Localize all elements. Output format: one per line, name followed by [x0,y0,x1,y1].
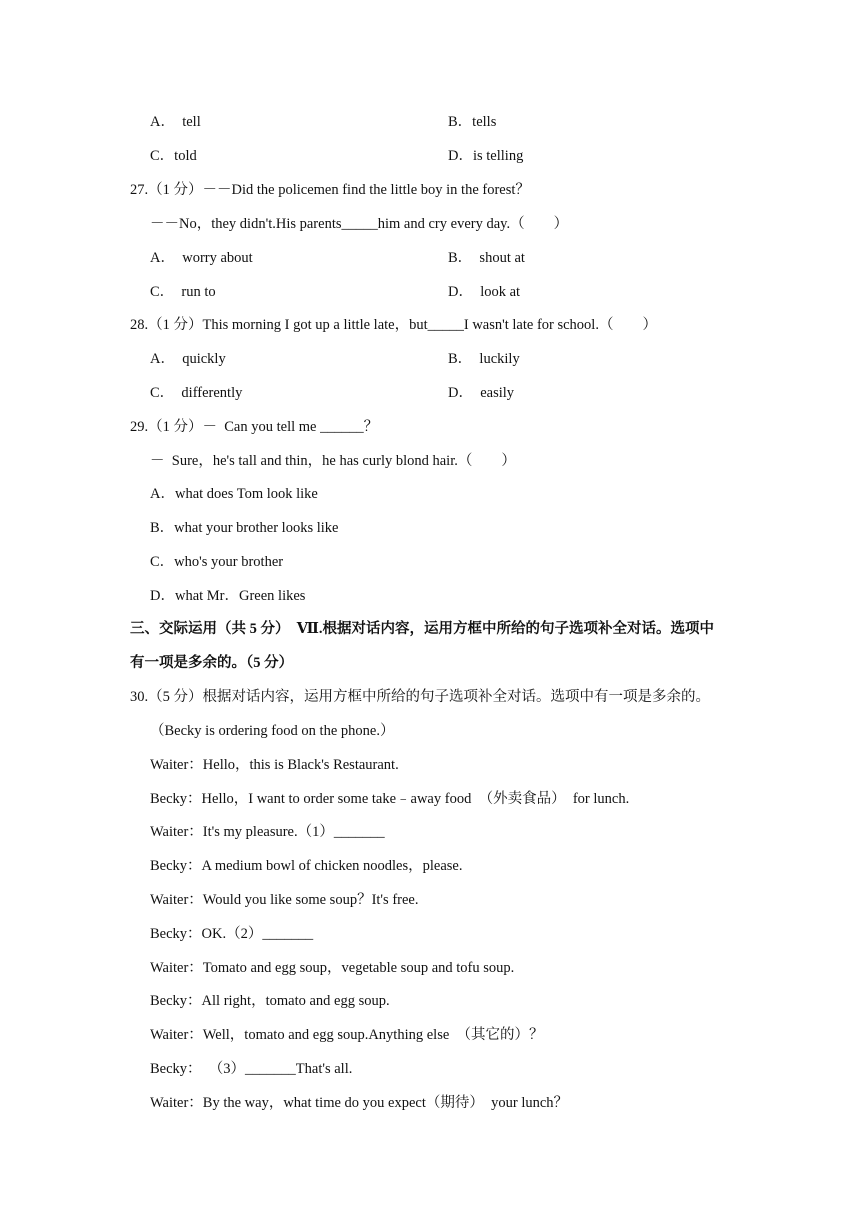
q29-option-d: D．what Mr．Green likes [150,588,306,604]
dialogue-line: Waiter：Tomato and egg soup，vegetable soup and tofu soup. [150,960,515,976]
section-heading-line1: 三、交际运用（共 5 分） Ⅶ.根据对话内容，运用方框中所给的句子选项补全对话。选项中 [130,621,714,637]
q28-option-d: D． easily [448,385,515,401]
q29-option-b: B．what your brother looks like [150,520,339,536]
section-heading-line2: 有一项是多余的。（5 分） [130,655,294,671]
dialogue-line: Becky： （3）_______That's all. [150,1061,353,1077]
q26-option-c: C．told [150,148,197,164]
dialogue-line: （Becky is ordering food on the phone.） [150,723,395,739]
q27-option-b: B． shout at [448,250,525,266]
q27-line2: －－No，they didn't.His parents_____him and cry every day.（ ） [150,216,569,232]
q28-option-c: C． differently [150,385,243,401]
dialogue-line: Becky：A medium bowl of chicken noodles，please. [150,858,463,874]
q29-stem: 29.（1 分）－ Can you tell me ______？ [130,419,379,435]
q26-option-b: B．tells [448,114,497,130]
q26-option-d: D．is telling [448,148,524,164]
q29-option-a: A．what does Tom look like [150,486,318,502]
q27-option-c: C． run to [150,284,216,300]
dialogue-line: Becky：Hello，I want to order some take﹣away food （外卖食品） for lunch. [150,791,630,807]
q27-option-a: A． worry about [150,250,253,266]
q28-option-a: A． quickly [150,351,226,367]
q27-stem: 27.（1 分）－－Did the policemen find the little boy in the forest？ [130,182,530,198]
dialogue-line: Waiter：Would you like some soup？It's free. [150,892,419,908]
q28-option-b: B． luckily [448,351,520,367]
q27-option-d: D． look at [448,284,521,300]
q30-stem: 30.（5 分）根据对话内容，运用方框中所给的句子选项补全对话。选项中有一项是多余的。 [130,689,710,705]
dialogue-line: Waiter：By the way，what time do you expect（期待） your lunch？ [150,1095,569,1111]
dialogue-line: Waiter：It's my pleasure.（1）_______ [150,824,385,840]
dialogue-line: Becky：All right，tomato and egg soup. [150,993,390,1009]
dialogue-line: Becky：OK.（2）_______ [150,926,314,942]
q29-option-c: C．who's your brother [150,554,284,570]
q26-option-a: A． tell [150,114,201,130]
q29-line2: － Sure，he's tall and thin，he has curly blond hair.（ ） [150,453,516,469]
dialogue-line: Waiter：Hello，this is Black's Restaurant. [150,757,399,773]
dialogue-line: Waiter：Well，tomato and egg soup.Anything else （其它的）？ [150,1027,544,1043]
q28-stem: 28.（1 分）This morning I got up a little late，but_____I wasn't late for school.（ ） [130,317,657,333]
